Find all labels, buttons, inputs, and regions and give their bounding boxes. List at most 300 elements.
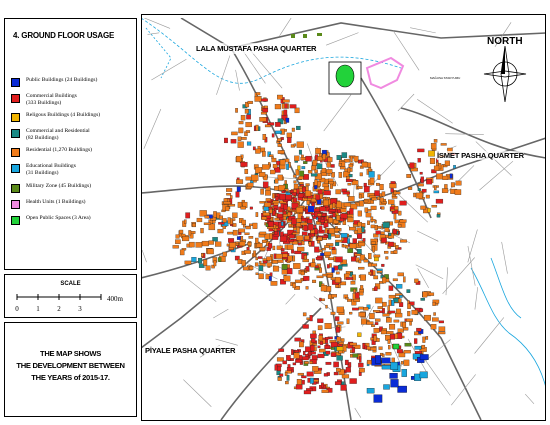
building — [336, 215, 340, 220]
building — [328, 234, 331, 240]
building — [324, 191, 331, 195]
building — [394, 192, 400, 194]
building — [256, 257, 258, 260]
building — [378, 175, 381, 180]
building — [354, 230, 357, 234]
building — [196, 242, 202, 247]
building — [319, 298, 321, 301]
building — [301, 271, 305, 275]
building — [327, 153, 330, 157]
building — [392, 300, 395, 306]
building — [365, 208, 368, 213]
building — [406, 319, 412, 322]
building — [364, 186, 369, 192]
legend-swatch — [11, 164, 20, 173]
building — [394, 206, 398, 210]
building — [331, 312, 335, 315]
building — [369, 168, 372, 172]
building — [327, 264, 329, 268]
building — [385, 227, 389, 231]
building — [338, 265, 342, 269]
building — [282, 191, 285, 193]
building — [263, 134, 266, 140]
building — [407, 174, 411, 178]
building — [367, 221, 370, 225]
building — [404, 360, 409, 366]
building — [231, 132, 237, 135]
building — [368, 209, 371, 211]
building — [432, 318, 438, 322]
building — [350, 379, 357, 384]
building — [253, 251, 255, 257]
legend-label: Health Units (1 Buildings) — [26, 198, 86, 205]
legend-swatch — [11, 216, 20, 225]
building — [407, 311, 410, 316]
building — [273, 211, 276, 215]
building — [323, 200, 328, 206]
building — [292, 128, 295, 132]
building — [376, 183, 379, 186]
building — [243, 267, 248, 270]
building — [304, 391, 311, 395]
building — [418, 188, 421, 191]
building — [201, 253, 203, 256]
building — [269, 209, 272, 213]
building — [375, 298, 382, 303]
building — [185, 261, 191, 264]
building — [256, 273, 259, 275]
building — [374, 287, 377, 291]
building — [329, 209, 336, 212]
building — [264, 203, 271, 207]
building — [358, 222, 362, 226]
legend-label: Open Public Spaces (3 Area) — [26, 214, 91, 221]
building — [371, 325, 375, 327]
building — [336, 327, 340, 333]
building — [428, 151, 434, 157]
building — [296, 170, 299, 176]
building — [339, 163, 342, 166]
building — [327, 162, 331, 167]
building — [267, 263, 272, 267]
building — [291, 370, 293, 373]
building — [259, 261, 261, 263]
building — [189, 242, 194, 247]
building — [362, 227, 365, 233]
building — [322, 217, 324, 220]
legend-title: 4. GROUND FLOOR USAGE — [13, 31, 115, 40]
building — [388, 345, 390, 349]
building — [418, 158, 421, 162]
building — [273, 164, 277, 168]
building — [316, 257, 321, 260]
building — [206, 266, 211, 271]
building — [312, 203, 315, 206]
building — [286, 195, 292, 200]
building — [241, 162, 248, 167]
building — [355, 254, 361, 256]
building — [204, 223, 211, 225]
building — [303, 259, 309, 262]
building — [332, 268, 335, 273]
building — [329, 181, 334, 184]
building — [325, 345, 331, 349]
building — [347, 319, 350, 324]
building — [398, 299, 401, 303]
building — [293, 233, 300, 235]
building — [242, 220, 246, 225]
building — [341, 385, 347, 391]
building — [275, 365, 278, 371]
building — [339, 172, 342, 177]
building-footprints — [173, 92, 462, 402]
building — [207, 249, 214, 254]
building — [317, 276, 323, 278]
open-space — [393, 344, 399, 349]
building — [285, 381, 288, 384]
legend-label: Religous Buildings (4 Buildings) — [26, 112, 101, 119]
building — [203, 260, 207, 266]
building — [371, 206, 377, 210]
building — [248, 242, 252, 245]
building — [205, 216, 210, 219]
building — [228, 238, 234, 242]
building — [368, 253, 371, 259]
building — [439, 327, 445, 332]
building — [387, 331, 394, 334]
building — [347, 299, 351, 302]
building — [249, 266, 253, 270]
building — [436, 174, 442, 179]
building — [390, 183, 397, 188]
building — [382, 192, 385, 197]
building — [386, 352, 392, 355]
building — [376, 231, 381, 234]
scale-label-3: 3 — [78, 305, 82, 313]
building — [339, 351, 343, 354]
building — [260, 247, 266, 250]
building — [292, 219, 297, 225]
building — [269, 155, 273, 157]
building — [279, 349, 284, 352]
building — [351, 281, 355, 284]
building — [237, 237, 241, 240]
building — [298, 373, 304, 375]
building — [262, 217, 267, 220]
building — [348, 249, 353, 253]
building — [280, 160, 285, 165]
building — [293, 263, 300, 269]
building — [214, 261, 217, 266]
building — [403, 277, 405, 282]
building — [335, 240, 342, 242]
building — [326, 169, 332, 173]
building — [260, 117, 267, 121]
building — [333, 203, 335, 208]
building — [293, 256, 295, 261]
building — [414, 339, 417, 344]
building — [350, 244, 357, 249]
building — [218, 258, 221, 262]
building — [388, 242, 393, 246]
building — [228, 218, 231, 224]
building — [353, 239, 357, 244]
building — [326, 351, 330, 354]
building — [337, 356, 343, 361]
building — [310, 345, 314, 351]
building — [283, 211, 286, 214]
building — [416, 328, 421, 331]
building — [364, 200, 368, 202]
building — [294, 184, 298, 189]
building — [246, 115, 250, 120]
building — [243, 224, 245, 227]
building — [360, 173, 363, 176]
building — [402, 369, 407, 376]
building — [320, 341, 323, 344]
building — [307, 318, 310, 320]
building — [289, 240, 294, 242]
building — [442, 189, 448, 193]
building — [294, 350, 299, 352]
building — [426, 195, 430, 198]
building — [383, 314, 390, 317]
building — [278, 260, 283, 263]
building — [323, 154, 326, 160]
building — [259, 172, 265, 177]
building — [426, 179, 432, 184]
building — [399, 295, 402, 297]
building — [357, 249, 361, 254]
building — [444, 184, 447, 188]
building — [331, 294, 337, 297]
building — [184, 220, 186, 224]
building — [374, 255, 380, 257]
building — [278, 144, 282, 147]
building — [337, 307, 344, 313]
building — [294, 144, 296, 146]
building — [413, 193, 415, 197]
building — [451, 183, 455, 188]
legend-item — [11, 183, 135, 193]
legend-item — [11, 147, 135, 157]
building — [231, 139, 236, 143]
building — [377, 271, 382, 273]
building — [374, 328, 379, 332]
building — [322, 168, 326, 173]
building — [401, 361, 403, 364]
building — [363, 238, 365, 241]
building — [405, 343, 411, 346]
building — [296, 385, 302, 390]
building — [347, 211, 349, 215]
building — [431, 143, 436, 149]
building — [305, 362, 309, 364]
building — [417, 149, 424, 152]
building — [386, 257, 389, 260]
building — [402, 336, 404, 338]
building — [337, 347, 343, 351]
building — [389, 286, 393, 291]
building — [295, 280, 302, 283]
building — [313, 216, 317, 218]
building — [256, 125, 259, 131]
building — [391, 181, 396, 183]
building — [400, 240, 407, 243]
building — [382, 277, 386, 283]
building — [324, 252, 331, 256]
building — [292, 192, 296, 195]
building — [262, 151, 265, 156]
building — [303, 313, 306, 316]
building — [348, 168, 351, 172]
building — [337, 155, 341, 160]
legend-swatch — [11, 94, 20, 103]
building — [228, 204, 235, 206]
building — [275, 231, 278, 235]
legend-item — [11, 128, 135, 141]
building — [324, 223, 329, 227]
building — [404, 350, 411, 353]
building — [297, 227, 300, 233]
building — [198, 258, 202, 263]
legend-swatch — [11, 129, 20, 138]
building — [296, 218, 302, 222]
building — [311, 198, 316, 202]
building — [308, 224, 313, 230]
building — [286, 355, 290, 360]
building — [173, 245, 179, 248]
building — [321, 383, 324, 388]
building — [342, 189, 347, 192]
building — [223, 252, 227, 256]
building — [239, 128, 244, 133]
building — [378, 306, 383, 309]
building — [296, 207, 303, 213]
legend-label: Military Zone (45 Buildings) — [26, 182, 92, 189]
building — [250, 207, 253, 209]
building — [287, 268, 293, 274]
building — [326, 362, 331, 365]
building — [332, 247, 335, 250]
building — [319, 226, 322, 231]
north-label: NORTH — [487, 36, 523, 47]
building — [348, 183, 351, 185]
building — [311, 339, 315, 343]
building — [372, 241, 376, 244]
scale-panel — [4, 274, 137, 318]
building — [268, 222, 274, 227]
building — [341, 233, 347, 237]
building — [339, 342, 344, 344]
building — [322, 213, 326, 216]
building — [344, 203, 351, 207]
building — [357, 186, 362, 188]
building — [255, 149, 260, 154]
building — [381, 207, 384, 210]
building — [373, 271, 375, 276]
building — [235, 108, 237, 112]
building — [245, 109, 249, 113]
building — [359, 201, 363, 207]
building — [233, 230, 238, 235]
building — [277, 214, 282, 218]
building — [338, 325, 340, 327]
building — [393, 229, 397, 234]
building — [389, 295, 396, 298]
building — [455, 190, 461, 195]
building — [247, 247, 250, 250]
building — [420, 354, 428, 359]
building — [280, 236, 287, 242]
building — [285, 104, 288, 109]
building — [346, 179, 353, 182]
scale-bar — [5, 293, 138, 317]
building — [382, 358, 391, 363]
building — [192, 223, 195, 227]
building — [373, 310, 380, 312]
building — [349, 164, 353, 167]
building — [322, 390, 329, 393]
building — [278, 377, 282, 380]
building — [350, 156, 352, 162]
building — [434, 166, 439, 171]
building — [189, 230, 192, 235]
building — [201, 228, 204, 233]
building — [439, 321, 444, 323]
building — [322, 236, 328, 238]
building — [390, 373, 398, 378]
military-zone — [303, 34, 307, 38]
building — [297, 142, 304, 148]
building — [372, 198, 377, 201]
building — [282, 270, 287, 274]
building — [283, 100, 290, 103]
building — [226, 207, 230, 211]
building — [336, 368, 340, 371]
building — [318, 326, 322, 330]
building — [357, 234, 362, 239]
building — [255, 238, 258, 243]
building — [238, 259, 243, 264]
building — [246, 122, 252, 127]
building — [229, 242, 236, 247]
building — [374, 395, 382, 403]
building — [422, 345, 425, 348]
building — [314, 247, 319, 253]
building — [287, 137, 291, 142]
building — [259, 274, 264, 279]
building — [431, 324, 436, 329]
building — [219, 216, 223, 220]
building — [293, 198, 296, 202]
building — [215, 242, 221, 247]
building — [374, 276, 378, 279]
building — [398, 224, 401, 227]
building — [381, 232, 385, 235]
building — [359, 368, 364, 372]
building — [263, 182, 268, 188]
building — [298, 243, 301, 246]
building — [286, 164, 288, 170]
building — [335, 382, 341, 385]
building — [414, 279, 418, 283]
building — [261, 189, 264, 194]
legend-list — [11, 77, 135, 231]
building — [329, 228, 335, 233]
building — [266, 257, 271, 261]
building — [341, 339, 344, 342]
